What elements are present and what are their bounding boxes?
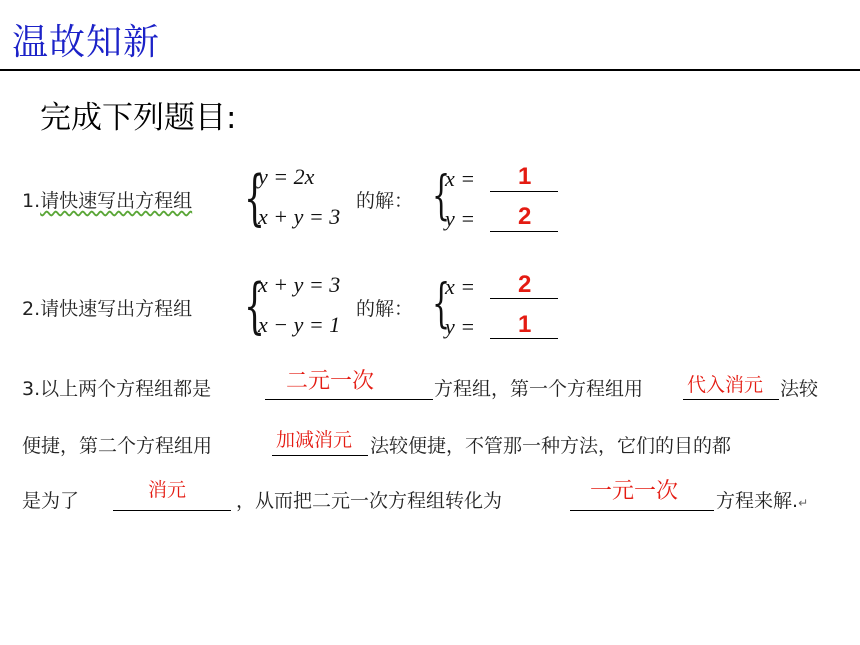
q2-y-answer: 1 (518, 311, 532, 338)
q1-system-brace: { (244, 163, 266, 233)
q3-line3-end-text: 方程来解 (716, 490, 793, 512)
q1-x-answer-line (490, 191, 558, 192)
q2-system-brace: { (244, 271, 266, 341)
q3-line1-end: 法较 (780, 378, 819, 400)
q2-x-answer: 2 (518, 271, 532, 298)
q1-prompt (22, 186, 192, 213)
q3-line1-start: 3.以上两个方程组都是 (22, 378, 212, 400)
q1-prompt-text: 请快速写出方程组 (40, 190, 193, 212)
q3-blank-5-answer: 一元一次 (590, 479, 679, 504)
q3-line2-start: 便捷，第二个方程组用 (22, 435, 213, 457)
q3-line3-end (716, 486, 808, 513)
q3-period: . (792, 490, 799, 512)
q1-y-answer-line (490, 231, 558, 232)
q3-blank-2-answer: 代入消元 (687, 374, 764, 396)
q3-blank-2-line (683, 399, 779, 400)
paragraph-mark-icon: ↵ (798, 496, 809, 510)
q2-x-label: x = (445, 274, 476, 299)
slide-subtitle: 完成下列题目: (40, 100, 237, 136)
q3-blank-4-line (113, 510, 231, 511)
q2-y-label: y = (445, 314, 476, 339)
q3-line2-end: 法较便捷，不管那一种方法，它们的目的都 (370, 435, 732, 457)
q3-line3-start: 是为了 (22, 490, 80, 512)
q2-solution-brace: { (432, 274, 451, 334)
q3-blank-1-answer: 二元一次 (286, 369, 375, 394)
q2-equation-2: x − y = 1 (258, 312, 341, 337)
q3-blank-3-line (272, 455, 368, 456)
q3-line1-middle: 方程组，第一个方程组用 (434, 378, 644, 400)
q1-solution-brace: { (432, 166, 451, 226)
q3-blank-3-answer: 加减消元 (276, 429, 353, 451)
q1-equation-2: x + y = 3 (258, 204, 341, 229)
q2-solution-label: 的解： (356, 298, 414, 320)
q1-solution-label: 的解： (356, 190, 414, 212)
q3-blank-5-line (570, 510, 714, 511)
q1-y-answer: 2 (518, 203, 532, 230)
title-divider (0, 69, 860, 71)
q1-x-answer: 1 (518, 163, 532, 190)
q1-number: 1. (22, 190, 41, 212)
q1-equation-1: y = 2x (258, 164, 315, 189)
q2-equation-1: x + y = 3 (258, 272, 341, 297)
q1-x-label: x = (445, 166, 476, 191)
q2-prompt: 2.请快速写出方程组 (22, 298, 193, 320)
q3-line3-middle: ，从而把二元一次方程组转化为 (236, 490, 503, 512)
q1-y-label: y = (445, 206, 476, 231)
slide-title: 温故知新 (12, 22, 161, 63)
q3-blank-4-answer: 消元 (148, 479, 187, 501)
q3-blank-1-line (265, 399, 433, 400)
